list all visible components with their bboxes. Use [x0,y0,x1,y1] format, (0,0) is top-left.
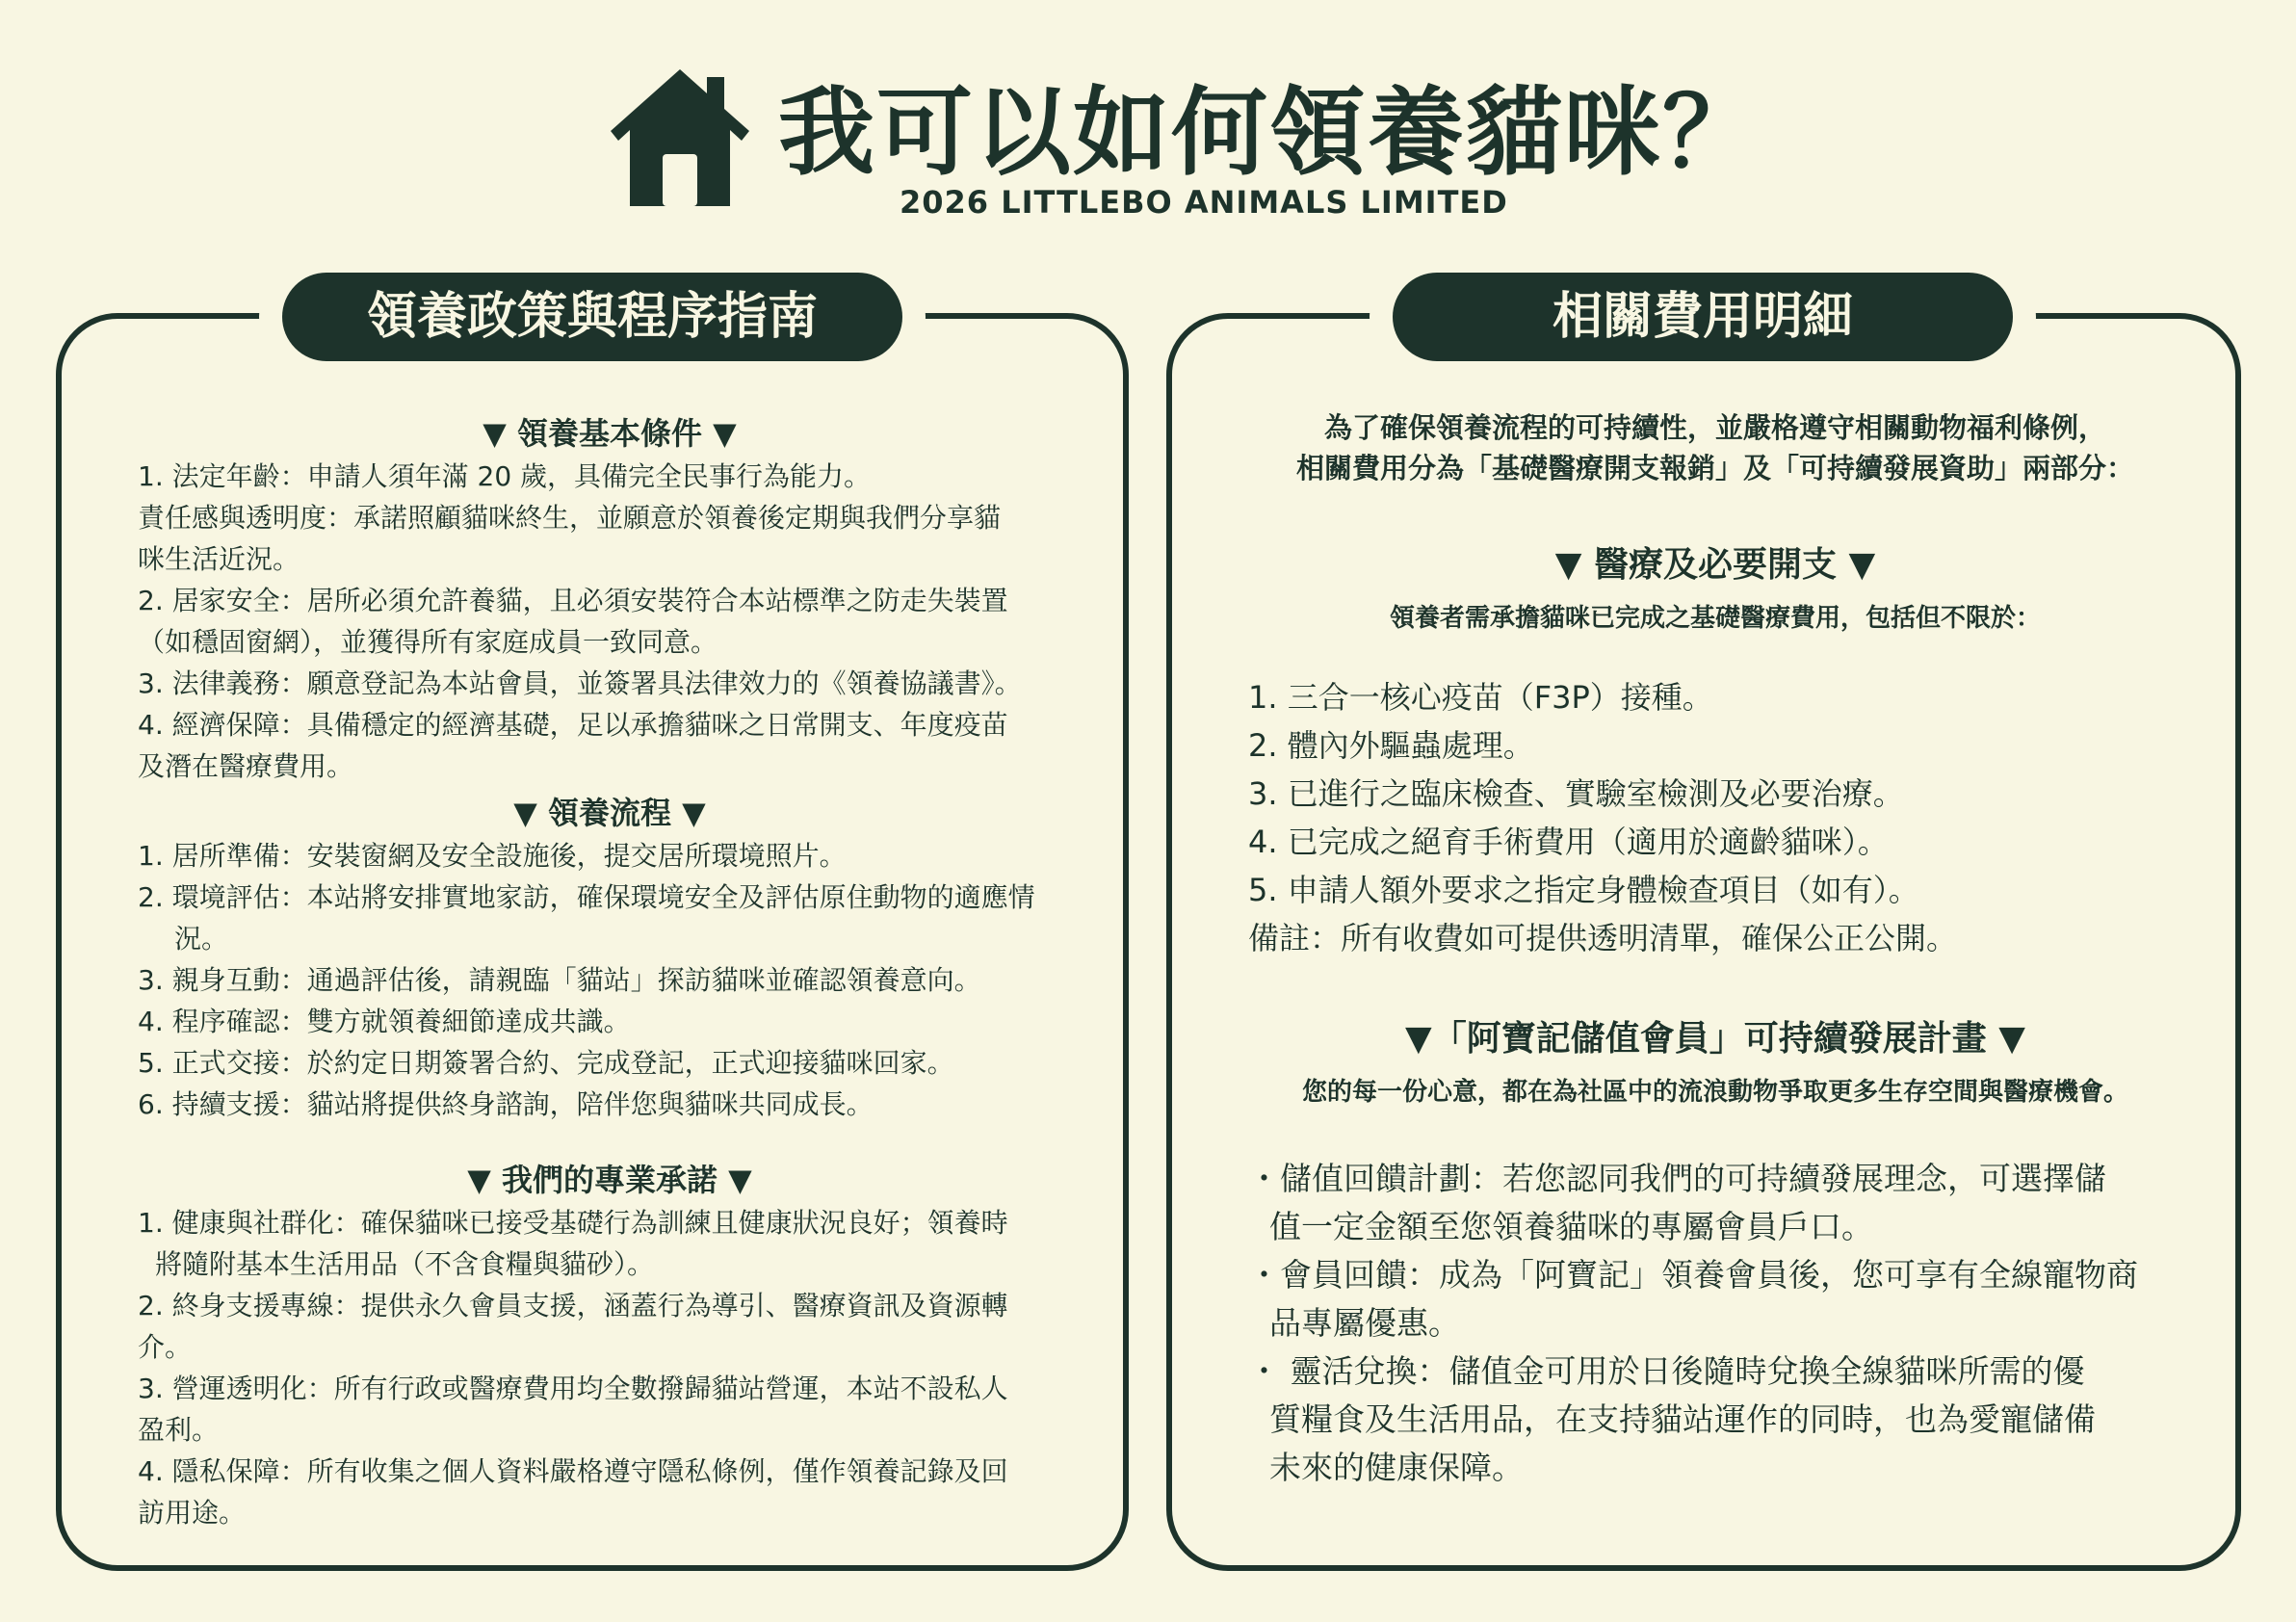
list-item: 3. 親身互動：通過評估後，請親臨「貓站」探訪貓咪並確認領養意向。 [138,964,981,996]
list-item: 未來的健康保障。 [1269,1449,1524,1486]
right-panel-title: 相關費用明細 [1393,273,2013,361]
intro-text: 相關費用分為「基礎醫療開支報銷」及「可持續發展資助」兩部分： [1295,452,2134,484]
left-panel-title: 領養政策與程序指南 [282,273,902,361]
page-title: 我可以如何領養貓咪？ [778,76,1761,189]
list-item: 質糧食及生活用品，在支持貓站運作的同時，也為愛寵儲備 [1269,1400,2096,1438]
list-item: ・ 靈活兌換：儲值金可用於日後隨時兌換全線貓咪所需的優 [1248,1352,2085,1390]
section-heading: ▼ 領養基本條件 ▼ [483,415,737,452]
membership-list [1248,1155,2182,1492]
list-item: 1. 居所準備：安裝窗網及安全設施後，提交居所環境照片。 [138,840,847,872]
list-item: ・會員回饋：成為「阿寶記」領養會員後，您可享有全線寵物商 [1248,1256,2138,1294]
list-item: 2. 終身支援專線：提供永久會員支援，涵蓋行為導引、醫療資訊及資源轉 [138,1290,1008,1321]
list-item: 4. 經濟保障：具備穩定的經濟基礎，足以承擔貓咪之日常開支、年度疫苗 [138,709,1008,741]
list-item: 介。 [138,1331,193,1363]
list-item: 5. 申請人額外要求之指定身體檢查項目（如有）。 [1248,872,1919,908]
list-item: 2. 環境評估：本站將安排實地家訪，確保環境安全及評估原住動物的適應情 [138,881,1035,913]
list-item: 5. 正式交接：於約定日期簽署合約、完成登記，正式迎接貓咪回家。 [138,1047,954,1079]
intro-text: 為了確保領養流程的可持續性，並嚴格遵守相關動物福利條例， [1323,411,2106,444]
list-item: 訪用途。 [138,1497,247,1529]
section-lead: 領養者需承擔貓咪已完成之基礎醫療費用，包括但不限於： [1389,604,2041,633]
list-item: 品專屬優惠。 [1269,1304,1460,1342]
list-item: 值一定金額至您領養貓咪的專屬會員戶口。 [1269,1208,1873,1245]
house-icon [605,65,755,208]
list-item: 責任感與透明度：承諾照顧貓咪終生，並願意於領養後定期與我們分享貓 [138,502,1002,534]
company-name: 2026 LITTLEBO ANIMALS LIMITED [900,184,1508,221]
section-heading: ▼「阿寶記儲值會員」可持續發展計畫 ▼ [1405,1019,2025,1059]
section-heading: ▼ 醫療及必要開支 ▼ [1554,545,1876,585]
list-item: 將隨附基本生活用品（不含食糧與貓砂）。 [155,1248,655,1280]
list-item: 備註：所有收費如可提供透明清單，確保公正公開。 [1248,920,1958,956]
list-item: 3. 已進行之臨床檢查、實驗室檢測及必要治療。 [1248,775,1904,812]
section-heading: ▼ 我們的專業承諾 ▼ [467,1162,752,1198]
page-header [0,58,2296,231]
list-item: 盈利。 [138,1414,220,1446]
list-item: ・儲值回饋計劃：若您認同我們的可持續發展理念，可選擇儲 [1248,1160,2106,1197]
list-item: 況。 [174,923,229,955]
section-lead: 您的每一份心意，都在為社區中的流浪動物爭取更多生存空間與醫療機會。 [1301,1078,2128,1107]
list-item: （如穩固窗網），並獲得所有家庭成員一致同意。 [138,626,718,658]
fee-details-content [1248,407,2182,1492]
list-item: 2. 體內外驅蟲處理。 [1248,727,1534,764]
list-item: 6. 持續支援：貓站將提供終身諮詢，陪伴您與貓咪共同成長。 [138,1088,874,1120]
list-item: 3. 營運透明化：所有行政或醫療費用均全數撥歸貓站營運，本站不設私人 [138,1373,1008,1404]
list-item: 2. 居家安全：居所必須允許養貓，且必須安裝符合本站標準之防走失裝置 [138,585,1008,616]
list-item: 4. 程序確認：雙方就領養細節達成共識。 [138,1006,631,1037]
section-heading: ▼ 領養流程 ▼ [513,795,706,831]
list-item: 4. 已完成之絕育手術費用（適用於適齡貓咪）。 [1248,824,1889,860]
list-item: 1. 健康與社群化：確保貓咪已接受基礎行為訓練且健康狀況良好；領養時 [138,1207,1008,1239]
list-item: 1. 法定年齡：申請人須年滿 20 歲，具備完全民事行為能力。 [138,460,872,492]
adoption-policy-content [138,407,1101,1533]
list-item: 及潛在醫療費用。 [138,750,354,782]
list-item: 4. 隱私保障：所有收集之個人資料嚴格遵守隱私條例，僅作領養記錄及回 [138,1455,1008,1487]
list-item: 咪生活近況。 [138,543,300,575]
fee-list [1248,673,2182,962]
list-item: 3. 法律義務：願意登記為本站會員，並簽署具法律效力的《領養協議書》。 [138,667,1022,699]
list-item: 1. 三合一核心疫苗（F3P）接種。 [1248,679,1713,716]
